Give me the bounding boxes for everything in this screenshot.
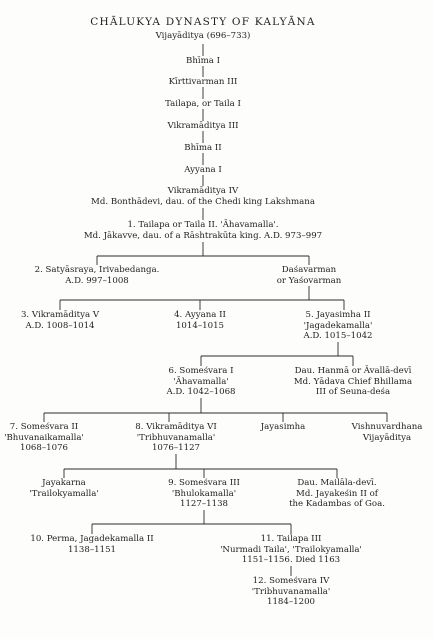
node-dasavarman: Daśavarman or Yaśovarman: [276, 265, 342, 286]
node-somesvara-3: 9. Someśvara III 'Bhulokamalla' 1127–1138: [168, 478, 240, 510]
node-jayasimha: Jayasimha: [260, 422, 306, 432]
node-hanma: Dau. Hanmā or Āvallā-devī Md. Yādava Chief Bhillama III of Seuna-deśa: [293, 366, 413, 398]
node-tailapa-1: Tailapa, or Taila I: [165, 99, 241, 109]
node-bhima-2: Bhīma II: [184, 143, 222, 153]
node-ayyana-2: 4. Ayyana II 1014–1015: [174, 310, 226, 331]
node-perma: 10. Perma, Jagadekamalla II 1138–1151: [30, 534, 154, 555]
node-somesvara-1: 6. Someśvara I 'Āhavamalla' A.D. 1042–1068: [166, 366, 236, 398]
node-vijayaditya: Vijayāditya (696–733): [155, 31, 251, 41]
node-somesvara-2: 7. Someśvara II 'Bhuvanaikamalla' 1068–1076: [4, 422, 84, 454]
node-vikramaditya-4-spouse: Md. Bonthādevi, dau. of the Chedi king Lakshmana: [91, 197, 315, 207]
node-satyasraya: 2. Satyāsraya, Irivabedanga. A.D. 997–1008: [34, 265, 160, 286]
node-vikramaditya-5: 3. Vikramāditya V A.D. 1008–1014: [20, 310, 100, 331]
node-somesvara-4: 12. Someśvara IV 'Tribhuvanamalla' 1184–1200: [251, 576, 331, 608]
node-mailala: Dau. Mailāla-devī. Md. Jayakeśin II of the Kadambas of Goa.: [289, 478, 385, 510]
node-tailapa-2: 1. Tailapa or Taila II. 'Āhavamalla'.: [127, 220, 279, 230]
node-ayyana-1: Ayyana I: [184, 165, 222, 175]
node-jayakarna: Jayakarna 'Trailokyamalla': [29, 478, 99, 499]
node-tailapa-3: 11. Tailapa III 'Nurmadi Taila', 'Trailokyamalla' 1151–1156. Died 1163: [220, 534, 362, 566]
diagram-title: CHĀLUKYA DYNASTY OF KALYĀNA: [90, 16, 316, 28]
node-vikramaditya-3: Vikramāditya III: [167, 121, 239, 131]
node-vishnuvardhana: Vishnuvardhana Vijayāditya: [351, 422, 423, 443]
node-jayasimha-2: 5. Jayasimha II 'Jagadekamalla' A.D. 1015–1042: [303, 310, 373, 342]
node-vikramaditya-6: 8. Vikramāditya VI 'Tribhuvanamalla' 1076–1127: [135, 422, 217, 454]
node-vikramaditya-4: Vikramāditya IV: [167, 186, 239, 196]
node-bhima-1: Bhīma I: [186, 56, 220, 66]
node-kirttivarman-3: Kīrttivarman III: [168, 77, 238, 87]
node-tailapa-2-spouse: Md. Jākavve, dau. of a Rāshtrakūta king. A.D. 973–997: [83, 231, 323, 241]
